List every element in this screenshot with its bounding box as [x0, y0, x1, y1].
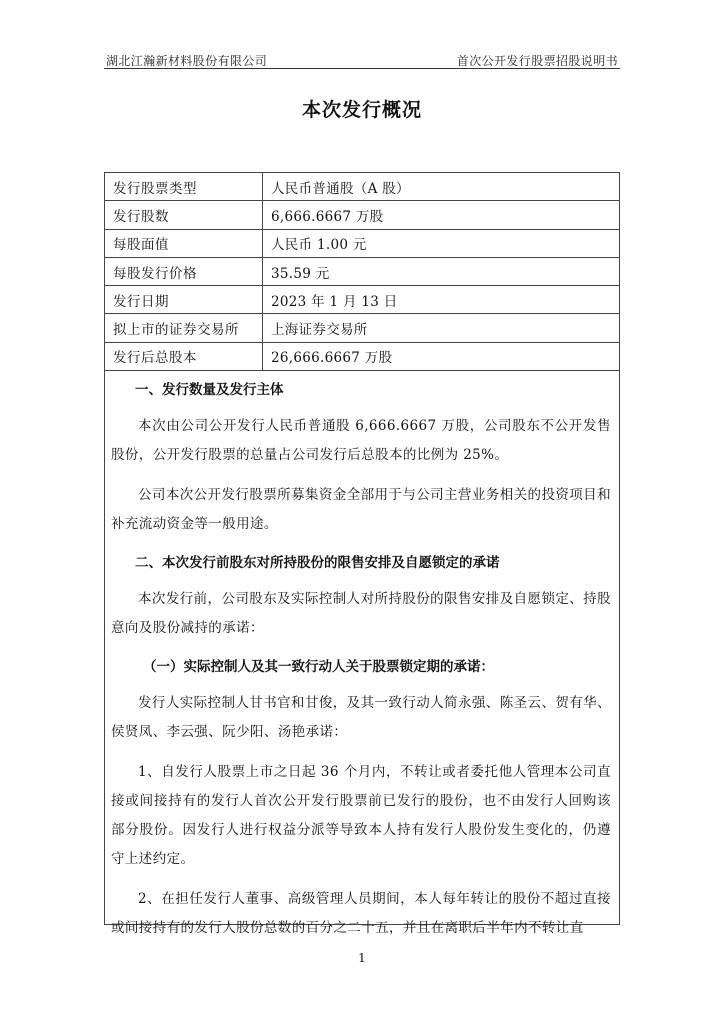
paragraph: 发行人实际控制人甘书官和甘俊，及其一致行动人简永强、陈圣云、贺有华、侯贤凤、李云强、阮少阳、汤艳承诺：: [111, 695, 611, 740]
table-row: [105, 314, 619, 342]
row-label: 每股面值: [105, 229, 263, 257]
table-row: [105, 201, 619, 229]
row-value: 6,666.6667 万股: [263, 201, 620, 229]
section-heading-2: 二、本次发行前股东对所持股份的限售安排及自愿锁定的承诺: [135, 555, 500, 571]
row-label: 每股发行价格: [105, 257, 263, 285]
row-label: 发行股数: [105, 201, 263, 229]
table-row: [105, 342, 619, 370]
paragraph: 公司本次公开发行股票所募集资金全部用于与公司主营业务相关的投资项目和补充流动资金等一般用途。: [111, 487, 611, 532]
row-value: 人民币普通股（A 股）: [263, 173, 620, 201]
paragraph: 2、在担任发行人董事、高级管理人员期间，本人每年转让的股份不超过直接或间接持有的发行人股份总数的百分之二十五，并且在离职后半年内不转让直: [111, 891, 611, 936]
header-document-title: 首次公开发行股票招股说明书: [456, 54, 618, 68]
paragraph: 本次发行前，公司股东及实际控制人对所持股份的限售安排及自愿锁定、持股意向及股份减持的承诺：: [111, 591, 611, 636]
row-label: 发行日期: [105, 286, 263, 314]
table-row: [105, 173, 619, 201]
offering-info-table: [105, 173, 619, 371]
row-value: 上海证券交易所: [263, 314, 620, 342]
row-label: 拟上市的证券交易所: [105, 314, 263, 342]
row-value: 35.59 元: [263, 257, 620, 285]
paragraph: 本次由公司公开发行人民币普通股 6,666.6667 万股，公司股东不公开发售股份，公开发行股票的总量占公司发行后总股本的比例为 25%。: [111, 418, 611, 463]
row-value: 人民币 1.00 元: [263, 229, 620, 257]
row-value: 2023 年 1 月 13 日: [263, 286, 620, 314]
row-label: 发行后总股本: [105, 342, 263, 370]
body-content: [105, 377, 619, 943]
table-row: [105, 229, 619, 257]
header-divider: [104, 68, 620, 69]
content-frame: [104, 172, 620, 936]
row-label: 发行股票类型: [105, 173, 263, 201]
row-value: 26,666.6667 万股: [263, 342, 620, 370]
table-row: [105, 257, 619, 285]
section-heading-1: 一、发行数量及发行主体: [135, 382, 284, 398]
subsection-heading: （一）实际控制人及其一致行动人关于股票锁定期的承诺：: [143, 659, 494, 675]
running-header: [104, 46, 620, 70]
table-row: [105, 286, 619, 314]
page-title: 本次发行概况: [301, 99, 422, 121]
header-company-name: 湖北江瀚新材料股份有限公司: [106, 54, 268, 68]
paragraph: 1、自发行人股票上市之日起 36 个月内，不转让或者委托他人管理本公司直接或间接持有的发行人首次公开发行股票前已发行的股份，也不由发行人回购该部分股份。因发行人进行权益分派等导致本人持有发行人股份发生变化的，仍遵守上述约定。: [111, 764, 611, 867]
page-number: 1: [358, 951, 366, 965]
